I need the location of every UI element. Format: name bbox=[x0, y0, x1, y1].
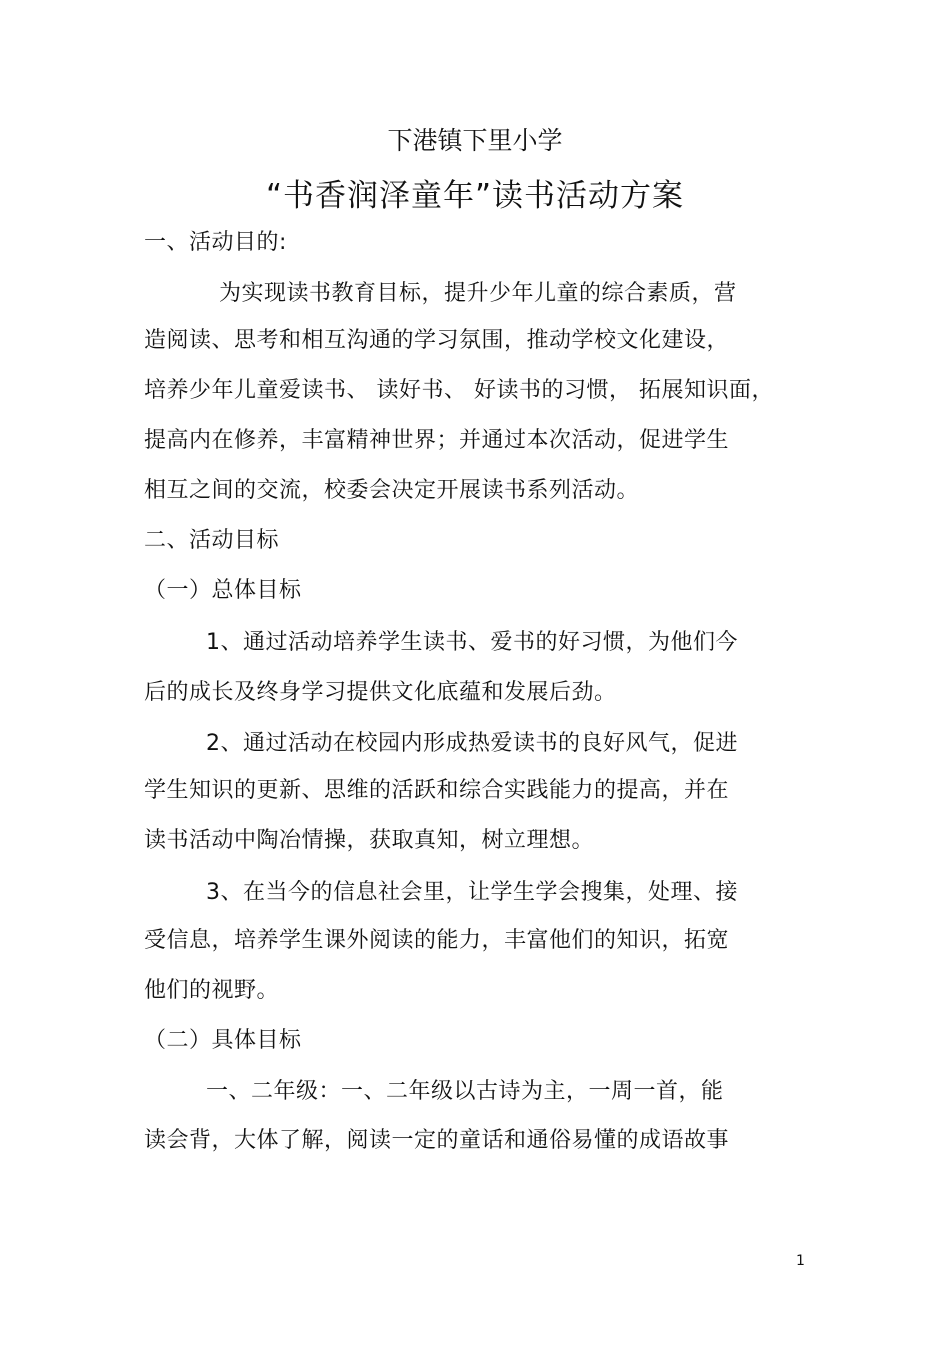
section-heading-purpose: 一、活动目的: bbox=[144, 230, 287, 255]
paragraph-line: 后的成长及终身学习提供文化底蕴和发展后劲。 bbox=[144, 680, 617, 705]
paragraph-line: 造阅读、思考和相互沟通的学习氛围，推动学校文化建设， bbox=[144, 328, 730, 353]
paragraph-line: 1、通过活动培养学生读书、爱书的好习惯，为他们今 bbox=[206, 630, 738, 655]
paragraph-line: 为实现读书教育目标，提升少年儿童的综合素质，营 bbox=[219, 281, 737, 306]
school-name-heading: 下港镇下里小学 bbox=[387, 126, 563, 155]
plan-title-heading: “书香润泽童年”读书活动方案 bbox=[265, 178, 685, 214]
page-number: 1 bbox=[796, 1253, 805, 1269]
paragraph-line: 2、通过活动在校园内形成热爱读书的良好风气，促进 bbox=[206, 731, 738, 756]
paragraph-line: 学生知识的更新、思维的活跃和综合实践能力的提高，并在 bbox=[144, 778, 730, 803]
subsection-heading-overall: （一）总体目标 bbox=[144, 578, 302, 603]
paragraph-line: 读会背，大体了解，阅读一定的童话和通俗易懂的成语故事 bbox=[144, 1128, 730, 1153]
section-heading-goals: 二、活动目标 bbox=[144, 528, 280, 553]
paragraph-line: 读书活动中陶冶情操，获取真知，树立理想。 bbox=[144, 828, 595, 853]
subsection-heading-specific: （二）具体目标 bbox=[144, 1028, 302, 1053]
paragraph-line: 他们的视野。 bbox=[144, 978, 280, 1003]
paragraph-line: 培养少年儿童爱读书、 读好书、 好读书的习惯， 拓展知识面， bbox=[144, 378, 774, 403]
paragraph-line: 一、二年级：一、二年级以古诗为主，一周一首，能 bbox=[206, 1079, 724, 1104]
paragraph-line: 提高内在修养，丰富精神世界；并通过本次活动，促进学生 bbox=[144, 428, 730, 453]
paragraph-line: 相互之间的交流，校委会决定开展读书系列活动。 bbox=[144, 478, 640, 503]
paragraph-line: 受信息，培养学生课外阅读的能力，丰富他们的知识，拓宽 bbox=[144, 928, 730, 953]
paragraph-line: 3、在当今的信息社会里，让学生学会搜集，处理、接 bbox=[206, 880, 738, 905]
